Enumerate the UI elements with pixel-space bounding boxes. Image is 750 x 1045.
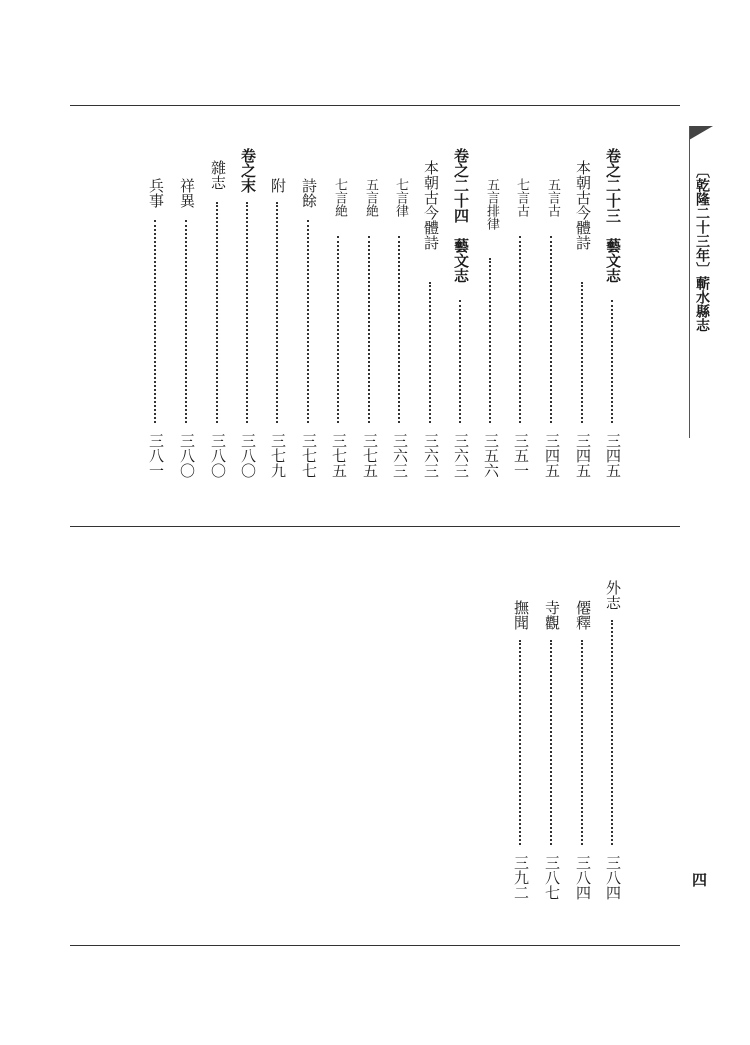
- toc-entry-page: 三七五: [330, 433, 348, 478]
- toc-entry-title: 附: [269, 178, 287, 193]
- toc-leader-dots: [337, 236, 339, 423]
- toc-entry: [329, 178, 349, 503]
- toc-entry-page: 三四五: [604, 433, 622, 478]
- toc-entry-title: 七言古: [514, 178, 529, 217]
- toc-entry-page: 三四五: [543, 433, 561, 478]
- toc-entry: [603, 580, 623, 925]
- toc-leader-dots: [368, 236, 370, 423]
- toc-entry: [421, 160, 441, 503]
- toc-entry-page: 三七九: [269, 433, 287, 478]
- bottom-rule: [70, 945, 680, 946]
- toc-entry: [238, 148, 258, 503]
- top-rule: [70, 105, 680, 106]
- toc-entry-page: 三八四: [604, 855, 622, 900]
- toc-entry: [299, 178, 319, 503]
- page-number: 四: [690, 872, 708, 887]
- toc-leader-dots: [611, 300, 613, 423]
- toc-entry: [360, 178, 380, 503]
- toc-entry: [542, 600, 562, 925]
- toc-leader-dots: [459, 300, 461, 423]
- toc-leader-dots: [154, 220, 156, 423]
- toc-entry-title: 雜志: [209, 160, 227, 190]
- toc-entry-page: 三八四: [574, 855, 592, 900]
- toc-entry-page: 三九二: [512, 855, 530, 900]
- toc-leader-dots: [489, 258, 491, 423]
- toc-entry-title: 兵事: [147, 178, 165, 208]
- toc-entry-page: 三六三: [422, 433, 440, 478]
- toc-entry: [603, 148, 623, 503]
- toc-entry-page: 三八〇: [239, 433, 257, 478]
- toc-entry-title: 祥異: [178, 178, 196, 208]
- toc-leader-dots: [307, 220, 309, 423]
- running-title: 〔乾隆二十三年〕蘄水縣志: [694, 164, 710, 332]
- toc-entry-page: 三六三: [452, 433, 470, 478]
- toc-entry-title: 卷之二十四 藝文志: [452, 148, 470, 283]
- toc-entry: [146, 178, 166, 503]
- toc-leader-dots: [581, 640, 583, 845]
- toc-leader-dots: [519, 640, 521, 845]
- toc-entry-page: 三七七: [300, 433, 318, 478]
- toc-entry-page: 三五六: [482, 433, 500, 478]
- toc-entry: [451, 148, 471, 503]
- middle-rule: [70, 526, 680, 527]
- toc-entry-title: 卷之末: [239, 148, 257, 193]
- toc-leader-dots: [581, 282, 583, 423]
- toc-entry: [268, 178, 288, 503]
- toc-entry-title: 本朝古今體詩: [422, 160, 440, 250]
- toc-entry-page: 三六三: [391, 433, 409, 478]
- toc-entry-title: 撫聞: [512, 600, 530, 630]
- toc-leader-dots: [550, 236, 552, 423]
- header-vertical-line: [689, 126, 690, 438]
- toc-entry-page: 三八〇: [209, 433, 227, 478]
- toc-entry-title: 卷之二十三 藝文志: [604, 148, 622, 283]
- toc-entry-title: 僊釋: [574, 600, 592, 630]
- toc-entry-title: 詩餘: [300, 178, 318, 208]
- toc-entry: [177, 178, 197, 503]
- toc-entry-title: 本朝古今體詩: [574, 160, 592, 250]
- toc-entry: [511, 178, 531, 503]
- toc-entry: [542, 178, 562, 503]
- toc-entry-page: 三八一: [147, 433, 165, 478]
- toc-entry-title: 外志: [604, 580, 622, 610]
- toc-leader-dots: [185, 220, 187, 423]
- toc-entry: [208, 160, 228, 503]
- toc-entry-page: 三八七: [543, 855, 561, 900]
- toc-entry-title: 五言排律: [484, 178, 499, 230]
- toc-entry: [481, 178, 501, 503]
- toc-leader-dots: [276, 202, 278, 423]
- toc-leader-dots: [429, 282, 431, 423]
- toc-entry-page: 三七五: [361, 433, 379, 478]
- toc-leader-dots: [216, 202, 218, 423]
- toc-entry-title: 七言律: [393, 178, 408, 217]
- toc-entry: [573, 160, 593, 503]
- toc-entry-page: 三八〇: [178, 433, 196, 478]
- toc-entry-page: 三五一: [512, 433, 530, 478]
- toc-leader-dots: [519, 236, 521, 423]
- toc-entry-title: 五言絶: [363, 178, 378, 217]
- toc-entry-title: 五言古: [545, 178, 560, 217]
- toc-leader-dots: [550, 640, 552, 845]
- toc-leader-dots: [611, 620, 613, 845]
- toc-entry-title: 寺觀: [543, 600, 561, 630]
- toc-entry-title: 七言絶: [332, 178, 347, 217]
- toc-entry: [390, 178, 410, 503]
- toc-leader-dots: [246, 202, 248, 423]
- toc-leader-dots: [398, 236, 400, 423]
- header-tab-marker: [689, 126, 713, 140]
- toc-entry: [573, 600, 593, 925]
- toc-entry-page: 三四五: [574, 433, 592, 478]
- toc-entry: [511, 600, 531, 925]
